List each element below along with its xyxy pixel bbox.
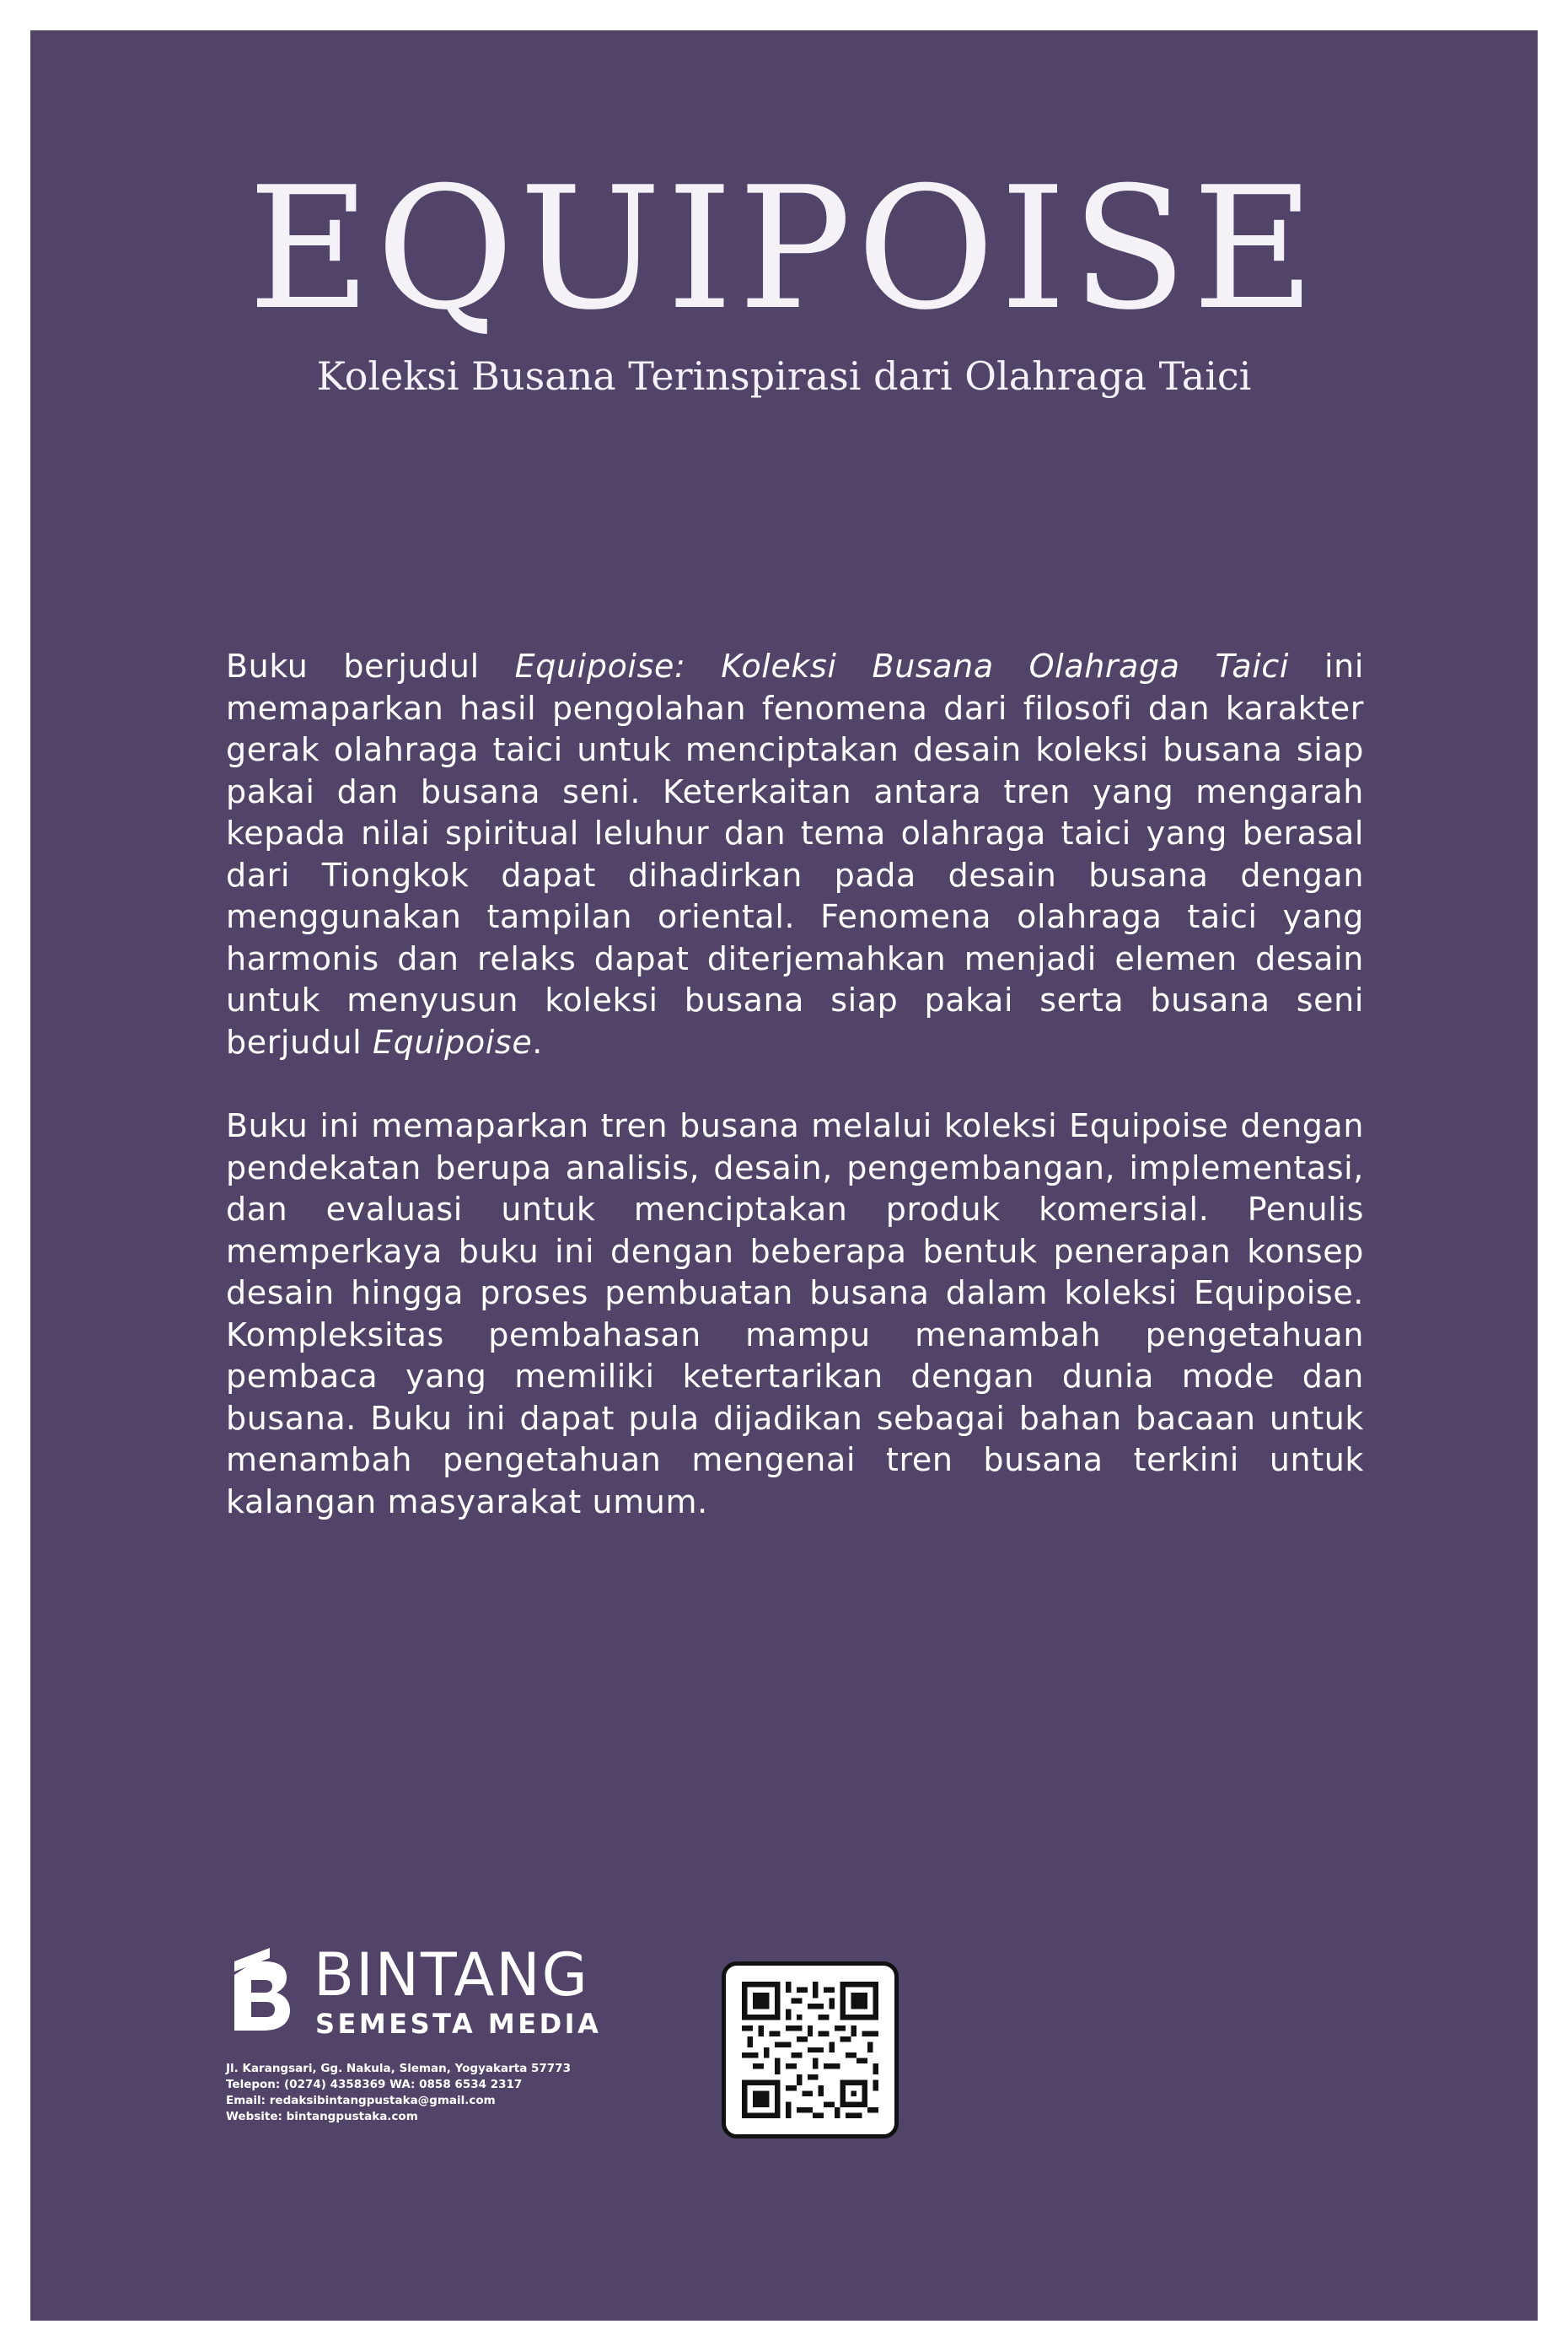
qr-code-frame bbox=[722, 1961, 899, 2138]
qr-code-icon bbox=[742, 1982, 878, 2118]
blurb-paragraph-1 bbox=[226, 646, 1364, 1063]
publisher-address: Jl. Karangsari, Gg. Nakula, Sleman, Yogyakarta 57773 bbox=[226, 2062, 571, 2075]
blurb bbox=[226, 646, 1364, 1565]
blurb-end: . bbox=[532, 1023, 543, 1061]
blurb-book-title: Equipoise: Koleksi Busana Olahraga Taici bbox=[514, 648, 1290, 685]
publisher-website: Website: bintangpustaka.com bbox=[226, 2110, 418, 2123]
blurb-paragraph-2: Buku ini memaparkan tren busana melalui koleksi Equipoise dengan pendekatan berupa analisis, desain, pengembangan, implementasi, dan evaluasi untuk menciptakan produk komersial. Penulis memperkaya buku ini dengan beberapa bentuk penerapan konsep desain hingga proses pembuatan busana dalam koleksi Equipoise. Kompleksitas pembahasan mampu menambah pengetahuan pembaca yang memiliki ketertarikan dengan dunia mode dan busana. Buku ini dapat pula dijadikan sebagai bahan bacaan untuk menambah pengetahuan mengenai tren busana terkini untuk kalangan masyarakat umum. bbox=[226, 1107, 1364, 1520]
blurb-end-title: Equipoise bbox=[373, 1023, 533, 1061]
book-subtitle: Koleksi Busana Terinspirasi dari Olahraga Taici bbox=[316, 353, 1252, 399]
back-cover bbox=[30, 30, 1538, 2321]
publisher-email: Email: redaksibintangpustaka@gmail.com bbox=[226, 2094, 496, 2107]
blurb-intro: Buku berjudul bbox=[226, 648, 515, 685]
blurb-body: ini memaparkan hasil pengolahan fenomena dari filosofi dan karakter gerak olahraga taici untuk menciptakan desain koleksi busana siap pakai dan busana seni. Keterkaitan antara tren yang mengarah kepada nilai spiritual leluhur dan tema olahraga taici yang berasal dari Tiongkok dapat dihadirkan pada desain busana dengan menggunakan tampilan oriental. Fenomena olahraga taici yang harmonis dan relaks dapat diterjemahkan menjadi elemen desain untuk menyusun koleksi busana siap pakai serta busana seni berjudul bbox=[226, 648, 1364, 1061]
publisher-phone: Telepon: (0274) 4358369 WA: 0858 6534 2317 bbox=[226, 2078, 523, 2091]
publisher-name: BINTANG bbox=[314, 1940, 589, 2009]
book-b-logo-icon bbox=[226, 1943, 293, 2036]
book-title: EQUIPOISE bbox=[247, 151, 1321, 347]
publisher-tagline: SEMESTA MEDIA bbox=[315, 2008, 602, 2040]
publisher-contact bbox=[226, 2061, 698, 2125]
